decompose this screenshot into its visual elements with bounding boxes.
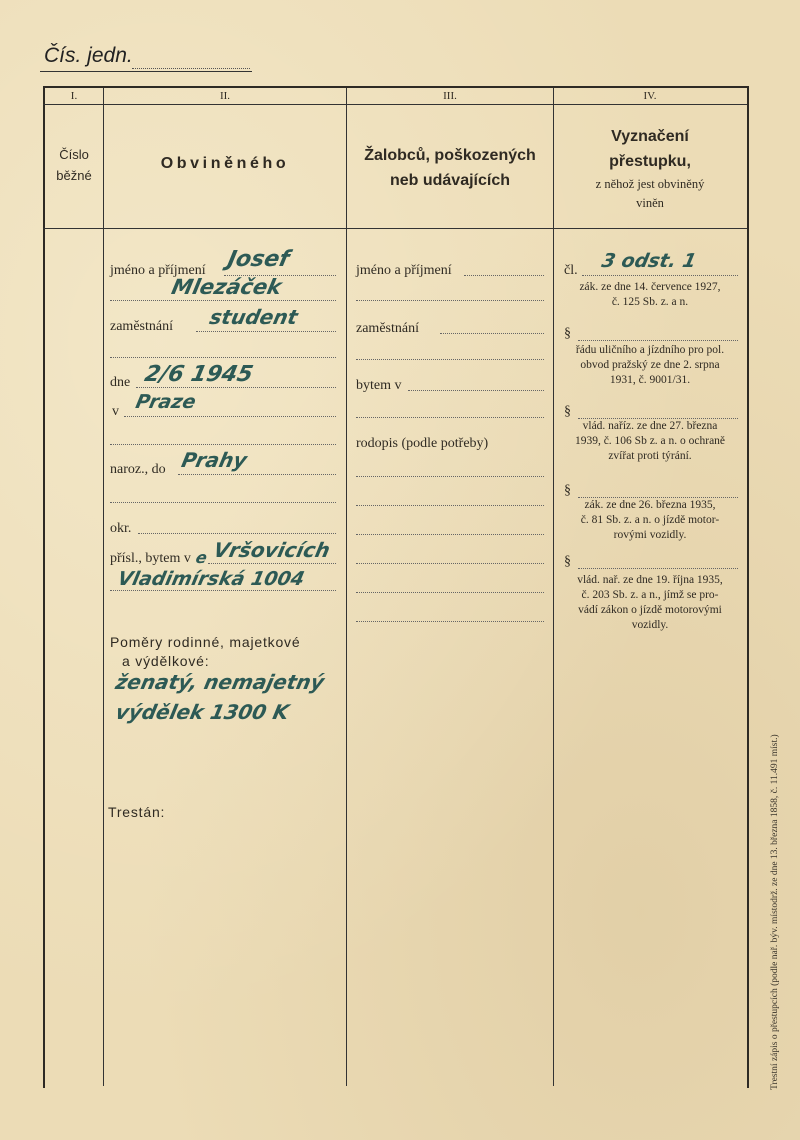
plaintiff-line-b[interactable] <box>356 505 544 506</box>
accused-surname: Mlezáček <box>169 275 284 299</box>
accused-district-field[interactable] <box>138 533 336 534</box>
reference-number-label: Čís. jedn. <box>44 44 133 67</box>
accused-circumstances-label-2: a výdělkové: <box>122 653 210 669</box>
accused-first-name: Josef <box>225 247 292 272</box>
accused-employment-field[interactable] <box>196 331 336 332</box>
plaintiff-line-c[interactable] <box>356 534 544 535</box>
col-1-divider <box>103 88 104 1086</box>
plaintiff-line-a[interactable] <box>356 476 544 477</box>
accused-circumstances-label-1: Poměry rodinné, majetkové <box>110 634 301 650</box>
col-3-roman: III. <box>443 90 457 102</box>
offence-law-5: vlád. nař. ze dne 19. října 1935, č. 203 Sb. z. a n., jímž se pro- vádí zákon o jízdě motorovými vozidly. <box>577 574 723 631</box>
margin-note: Trestní zápis o přestupcích (podle nař. býv. místodrž. ze dne 13. března 1858, č. 11.491 míst.) <box>770 734 780 1090</box>
plaintiff-name-field[interactable] <box>464 275 544 276</box>
offence-law-2: řádu uličního a jízdního pro pol. obvod pražský ze dne 2. srpna 1931, č. 9001/31. <box>575 344 725 386</box>
plaintiff-genealogy-label: rodopis (podle potřeby) <box>356 436 489 451</box>
offence-law-3: vlád. naříz. ze dne 27. března 1939, č. 106 Sb z. a n. o ochraně zvířat proti týrání. <box>574 420 726 462</box>
accused-place-label: v <box>112 404 119 419</box>
offence-article-value: 3 odst. 1 <box>599 250 699 272</box>
col-4-roman: IV. <box>643 90 657 102</box>
plaintiff-line-e[interactable] <box>356 592 544 593</box>
accused-born-field[interactable] <box>178 474 336 475</box>
accused-employment-label: zaměstnání <box>110 319 173 334</box>
accused-born-label: naroz., do <box>110 462 166 477</box>
col-2-roman: II. <box>219 90 231 102</box>
accused-born-value: Prahy <box>179 448 250 472</box>
plaintiff-line-d[interactable] <box>356 563 544 564</box>
col-3-header: Žalobců, poškozených neb udávajících <box>364 147 536 189</box>
accused-date-field[interactable] <box>136 387 336 388</box>
accused-domicile-value-1: Vršovicích <box>211 538 333 562</box>
accused-place-line-2[interactable] <box>110 444 336 445</box>
col-4-header: Vyznačení přestupku, z něhož jest obviněný viněn <box>595 128 705 210</box>
plaintiff-residence-label: bytem v <box>356 378 402 393</box>
accused-place-value: Praze <box>133 391 198 413</box>
accused-domicile-field[interactable] <box>208 563 336 564</box>
offence-article-field[interactable] <box>582 275 738 276</box>
plaintiff-name-label: jméno a příjmení <box>356 263 452 278</box>
accused-name-line-2[interactable] <box>110 300 336 301</box>
offence-section-field-5[interactable] <box>578 568 738 569</box>
col-2-divider <box>346 88 347 1086</box>
accused-domicile-label: přísl., bytem v <box>110 551 191 566</box>
reference-underline <box>40 71 252 72</box>
offence-law-1: zák. ze dne 14. července 1927, č. 125 Sb. z. a n. <box>579 281 721 308</box>
accused-born-line-2[interactable] <box>110 502 336 503</box>
accused-domicile-value-2: Vladimírská 1004 <box>115 568 307 590</box>
plaintiff-employment-label: zaměstnání <box>356 321 419 336</box>
offence-section-symbol-3: § <box>564 404 571 419</box>
accused-district-label: okr. <box>110 521 132 536</box>
plaintiff-employment-line-2[interactable] <box>356 359 544 360</box>
accused-name-label: jméno a příjmení <box>110 263 206 278</box>
reference-number-field[interactable] <box>132 68 250 69</box>
col-2-header: Obviněného <box>160 155 290 172</box>
plaintiff-residence-line-2[interactable] <box>356 417 544 418</box>
accused-date-label: dne <box>110 375 131 390</box>
accused-place-field[interactable] <box>124 416 336 417</box>
plaintiff-line-f[interactable] <box>356 621 544 622</box>
offence-article-prefix: čl. <box>564 263 578 278</box>
offence-section-symbol-4: § <box>564 483 571 498</box>
accused-punished-label: Trestán: <box>108 804 166 820</box>
plaintiff-name-line-2[interactable] <box>356 300 544 301</box>
offence-section-symbol-5: § <box>564 554 571 569</box>
plaintiff-residence-field[interactable] <box>408 390 544 391</box>
accused-employment-value: student <box>207 305 300 329</box>
col-1-header: Číslo běžné <box>56 147 92 183</box>
accused-domicile-prefix: e <box>193 548 209 567</box>
col-3-divider <box>553 88 554 1086</box>
offence-law-4: zák. ze dne 26. března 1935, č. 81 Sb. z. a n. o jízdě motor- rovými vozidly. <box>580 499 720 541</box>
accused-circumstances-value-2: výdělek 1300 K <box>113 700 292 724</box>
offence-section-field-2[interactable] <box>578 340 738 341</box>
col-1-roman: I. <box>70 90 78 102</box>
header-row-rule <box>43 228 747 229</box>
accused-employment-line-2[interactable] <box>110 357 336 358</box>
accused-domicile-line-2[interactable] <box>110 590 336 591</box>
plaintiff-employment-field[interactable] <box>440 333 544 334</box>
accused-date-value: 2/6 1945 <box>142 362 256 387</box>
roman-row-rule <box>43 104 747 105</box>
offence-section-symbol-2: § <box>564 326 571 341</box>
accused-circumstances-value-1: ženatý, nemajetný <box>113 670 327 694</box>
